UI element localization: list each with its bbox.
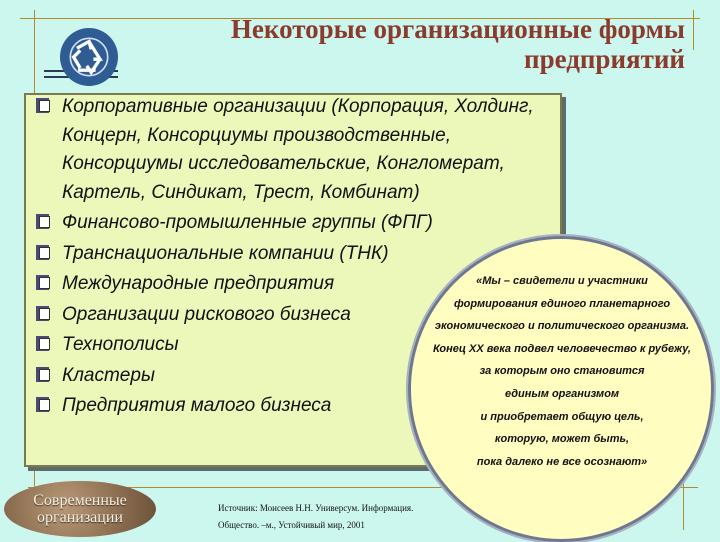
frame-right-line — [693, 10, 694, 50]
quote-line: экономического и политического организма. — [434, 320, 690, 333]
list-item — [36, 93, 536, 207]
quote-line: и приобретает общую цель, — [480, 410, 644, 423]
square-bullet-icon — [36, 367, 51, 384]
quote-line: пока далеко не все осознают» — [476, 455, 648, 468]
square-bullet-icon — [36, 306, 51, 323]
quote-line: за которым оно становится — [479, 365, 645, 378]
square-bullet-icon — [36, 397, 51, 414]
source-line-2: Общество. –м., Устойчивый мир, 2001 — [218, 520, 365, 530]
title-line-1: Некоторые организационные формы — [230, 14, 685, 44]
square-bullet-icon — [36, 245, 51, 262]
list-item — [36, 209, 536, 238]
badge-line-1: Современные — [33, 492, 127, 509]
quote-line: единым организмом — [504, 387, 620, 400]
square-bullet-icon — [36, 214, 51, 231]
list-item-label: Корпоративные организации (Корпорация, Холдинг, Концерн, Консорциумы производственные, Консорциумы исследовательские, Конгломерат, Картель, Синдикат, Трест, Комбинат) — [62, 96, 534, 203]
badge-line-2: организации — [37, 509, 123, 526]
section-badge — [4, 481, 156, 537]
list-item-label: Кластеры — [62, 364, 155, 386]
list-item-label: Предприятия малого бизнеса — [62, 395, 332, 416]
quote-line: «Мы – свидетели и участники — [476, 275, 648, 287]
square-bullet-icon — [36, 98, 51, 115]
recycle-icon — [60, 28, 118, 86]
source-line-1: Источник: Моисеев Н.Н. Универсум. Информация. — [218, 503, 414, 513]
title-line-2: предприятий — [524, 44, 685, 74]
list-item-label: Транснациональные компании (ТНК) — [62, 242, 389, 264]
list-item-label: Международные предприятия — [62, 273, 335, 294]
quote-line: которую, может быть, — [494, 433, 630, 446]
list-item-label: Технополисы — [62, 334, 179, 355]
list-item-label: Организации рискового бизнеса — [62, 303, 351, 325]
quote-line: формирования единого планетарного — [453, 297, 671, 310]
list-item — [36, 240, 536, 269]
square-bullet-icon — [36, 275, 51, 292]
frame-bottom-right-line — [683, 480, 684, 530]
source-citation — [218, 500, 458, 534]
page-title — [130, 14, 685, 74]
quote-line: Конец XX века подвел человечество к рубежу, — [433, 342, 691, 355]
list-item-label: Финансово-промышленные группы (ФПГ) — [62, 212, 433, 233]
square-bullet-icon — [36, 336, 51, 353]
quote-text — [414, 270, 710, 473]
